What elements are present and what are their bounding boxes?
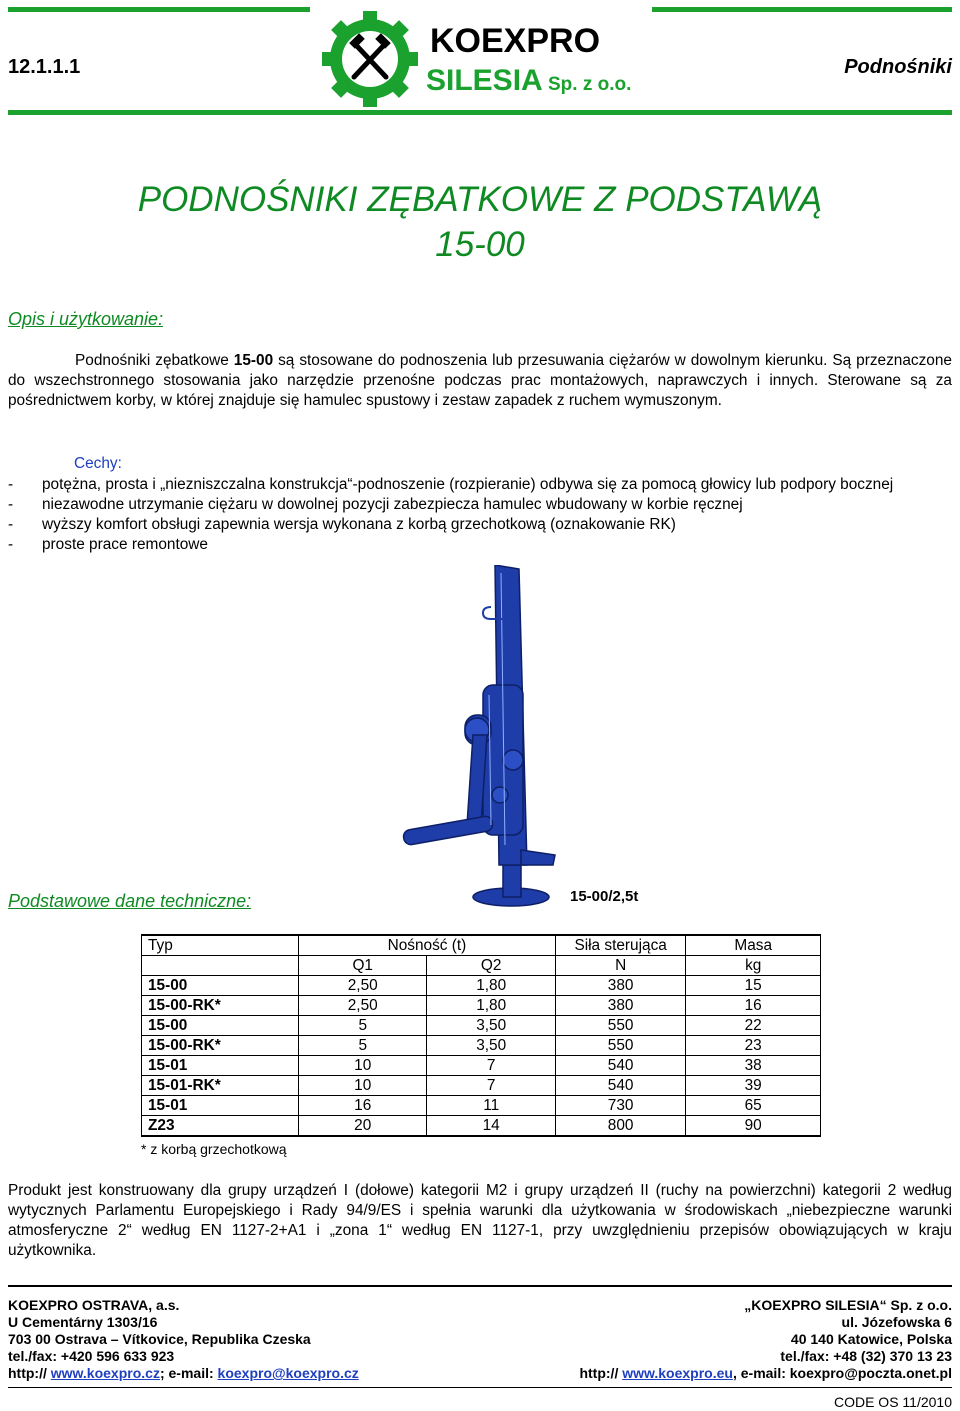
- image-caption: 15-00/2,5t: [570, 888, 639, 905]
- footer-left-address: KOEXPRO OSTRAVA, a.s. U Cementárny 1303/16 703 00 Ostrava – Vítkovice, Republika Czeska tel./fax: +420 596 633 923 http:// www.koexpro.cz; e-mail: koexpro@koexpro.cz: [8, 1297, 359, 1381]
- table-row: 15-01 16 11 730 65: [142, 1096, 821, 1116]
- table-row: 15-00-RK* 2,50 1,80 380 16: [142, 996, 821, 1016]
- table-footnote: * z korbą grzechotkową: [141, 1141, 287, 1157]
- tech-table: [141, 934, 821, 1137]
- svg-text:SILESIA: SILESIA: [426, 64, 543, 97]
- header-rule-right: [652, 7, 952, 12]
- header-force: Siła sterująca: [555, 935, 685, 956]
- feature-item: - niezawodne utrzymanie ciężaru w dowolnej pozycji zabezpiecza hamulec wbudowany w korbie ręcznej: [8, 496, 743, 513]
- footer-right-address: „KOEXPRO SILESIA“ Sp. z o.o. ul. Józefowska 6 40 140 Katowice, Polska tel./fax: +48 (32) 370 13 23 http:// www.koexpro.eu, e-mail: koexpro@poczta.onet.pl: [579, 1297, 952, 1381]
- feature-item: - proste prace remontowe: [8, 536, 208, 553]
- page-subtitle-model: 15-00: [435, 225, 525, 264]
- svg-text:Sp. z o.o.: Sp. z o.o.: [548, 74, 632, 95]
- footer-rule-bottom: [8, 1387, 952, 1388]
- email-link-cz[interactable]: koexpro@koexpro.cz: [217, 1365, 359, 1381]
- features-heading: Cechy:: [74, 455, 122, 472]
- description-heading: Opis i użytkowanie:: [8, 309, 164, 329]
- feature-item: - potężna, prosta i „niezniszczalna konstrukcja“-podnoszenie (rozpieranie) odbywa się za pomocą głowicy lub podpory bocznej: [8, 476, 894, 493]
- table-row: 15-01-RK* 10 7 540 39: [142, 1076, 821, 1096]
- section-name: Podnośniki: [844, 56, 952, 78]
- table-row: 15-01 10 7 540 38: [142, 1056, 821, 1076]
- tech-heading: Podstawowe dane techniczne:: [8, 891, 252, 911]
- company-logo: [322, 10, 636, 108]
- header-mass: Masa: [686, 935, 821, 956]
- table-row: 15-00 2,50 1,80 380 15: [142, 976, 821, 996]
- header-capacity: Nośność (t): [299, 935, 556, 956]
- footer-rule: [8, 1285, 952, 1287]
- table-row: 15-00 5 3,50 550 22: [142, 1016, 821, 1036]
- document-number: 12.1.1.1: [8, 56, 81, 78]
- document-code: CODE OS 11/2010: [833, 1394, 952, 1410]
- features-list: [8, 475, 952, 555]
- table-row: Z23 20 14 800 90: [142, 1116, 821, 1137]
- table-header-row: [142, 935, 821, 956]
- description-text: Podnośniki zębatkowe 15-00 są stosowane do podnoszenia lub przesuwania ciężarów w dowolnym kierunku. Są przeznaczone do wszechstronnego stosowania jako narzędzie przenośne podczas prac montażowych, naprawczych i innych. Sterowane są za pośrednictwem korby, w której znajduje się hamulec spustowy i zestaw zapadek z ruchem wymuszonym.: [8, 352, 952, 409]
- website-link-eu[interactable]: www.koexpro.eu: [622, 1365, 733, 1381]
- table-row: 15-00-RK* 5 3,50 550 23: [142, 1036, 821, 1056]
- compliance-text: Produkt jest konstruowany dla grupy urządzeń I (dołowe) kategorii M2 i grupy urządzeń II (ruchy na powierzchni) kategorii 2 według wytycznych Parlamentu Europejskiego i Rady 94/9/ES i spełnia warunki dla użytkowania w środowiskach „niebezpieczne warunki atmosferyczne 2“ według EN 1127-2+A1 i „zona 1“ według EN 1127-1, przy uwzględnieniu przepisów obowiązujących w kraju użytkownika.: [8, 1182, 952, 1259]
- header-rule-left: [8, 7, 310, 12]
- website-link-cz[interactable]: www.koexpro.cz: [50, 1365, 160, 1381]
- page-title: PODNOŚNIKI ZĘBATKOWE Z PODSTAWĄ: [137, 180, 823, 219]
- rack-jack-image: [395, 565, 560, 915]
- svg-text:KOEXPRO: KOEXPRO: [430, 22, 601, 60]
- table-units-row: Q1 Q2 N kg: [142, 956, 821, 976]
- feature-item: - wyższy komfort obsługi zapewnia wersja wykonana z korbą grzechotkową (oznakowanie RK): [8, 516, 676, 533]
- header-rule-bottom: [8, 110, 952, 115]
- header-type: Typ: [142, 935, 299, 956]
- hammers-gear-logo-icon: [322, 10, 636, 108]
